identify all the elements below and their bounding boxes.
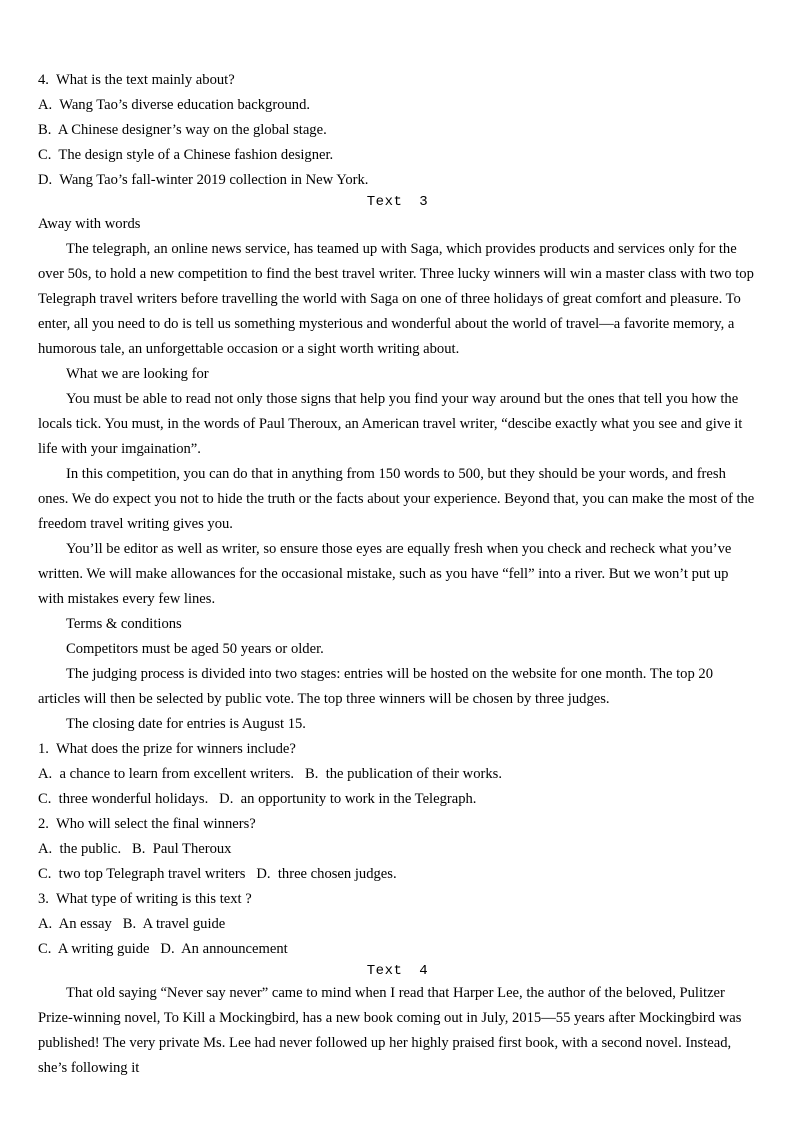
option-line: C. The design style of a Chinese fashion designer. (38, 147, 334, 163)
passage-paragraph: The closing date for entries is August 15. (66, 716, 306, 732)
passage-paragraph: You’ll be editor as well as writer, so ensure those eyes are equally fresh when you check and recheck what you’ve written. We will make allowances for the occasional mistake, such as you have “fell” into a river. But we won’t put up with mistakes every few lines. (38, 541, 736, 607)
option-line: A. An essay B. A travel guide (38, 916, 226, 932)
passage-paragraph: Competitors must be aged 50 years or older. (66, 641, 324, 657)
section-heading: Text 4 (366, 963, 429, 979)
option-line: C. two top Telegraph travel writers D. three chosen judges. (38, 866, 397, 882)
option-line: C. A writing guide D. An announcement (38, 941, 288, 957)
passage-paragraph: You must be able to read not only those signs that help you find your way around but the ones that tell you how the locals tick. You must, in the words of Paul Theroux, an American travel writer, “descibe exactly what you see and give it life with your imgaination”. (38, 391, 746, 457)
question-line: 4. What is the text mainly about? (38, 72, 235, 88)
option-line: A. the public. B. Paul Theroux (38, 841, 232, 857)
question-line: 1. What does the prize for winners include? (38, 741, 296, 757)
passage-paragraph: That old saying “Never say never” came to mind when I read that Harper Lee, the author of the beloved, Pulitzer Prize-winning novel, To Kill a Mockingbird, has a new book coming out in July, 2015—55 years after Mockingbird was published! The very private Ms. Lee had never followed up her highly praised first book, with a second novel. Instead, she’s following it (38, 985, 746, 1076)
passage-paragraph: The telegraph, an online news service, has teamed up with Saga, which provides products and services only for the over 50s, to hold a new competition to find the best travel writer. Three lucky winners will win a master class with two top Telegraph travel writers before travelling the world with Saga on one of three holidays of great comfort and pleasure. To enter, all you need to do is tell us something mysterious and wonderful about the world of travel—a favorite memory, a humorous tale, an unforgettable occasion or a sight worth writing about. (38, 241, 758, 357)
question-line: 3. What type of writing is this text ? (38, 891, 252, 907)
passage-paragraph: What we are looking for (66, 366, 209, 382)
option-line: B. A Chinese designer’s way on the global stage. (38, 122, 327, 138)
passage-paragraph: The judging process is divided into two stages: entries will be hosted on the website for one month. The top 20 articles will then be selected by public vote. The top three winners will be chosen by three judges. (38, 666, 717, 707)
section-heading: Text 3 (366, 194, 429, 210)
question-line: 2. Who will select the final winners? (38, 816, 256, 832)
option-line: C. three wonderful holidays. D. an opportunity to work in the Telegraph. (38, 791, 477, 807)
passage-paragraph: Terms & conditions (66, 616, 182, 632)
option-line: A. a chance to learn from excellent writers. B. the publication of their works. (38, 766, 503, 782)
option-line: D. Wang Tao’s fall-winter 2019 collection in New York. (38, 172, 369, 188)
option-line: A. Wang Tao’s diverse education background. (38, 97, 311, 113)
passage-title: Away with words (38, 216, 141, 232)
passage-paragraph: In this competition, you can do that in anything from 150 words to 500, but they should be your words, and fresh ones. We do expect you not to hide the truth or the facts about your experience. Beyond that, you can make the most of the freedom travel writing gives you. (38, 466, 758, 532)
